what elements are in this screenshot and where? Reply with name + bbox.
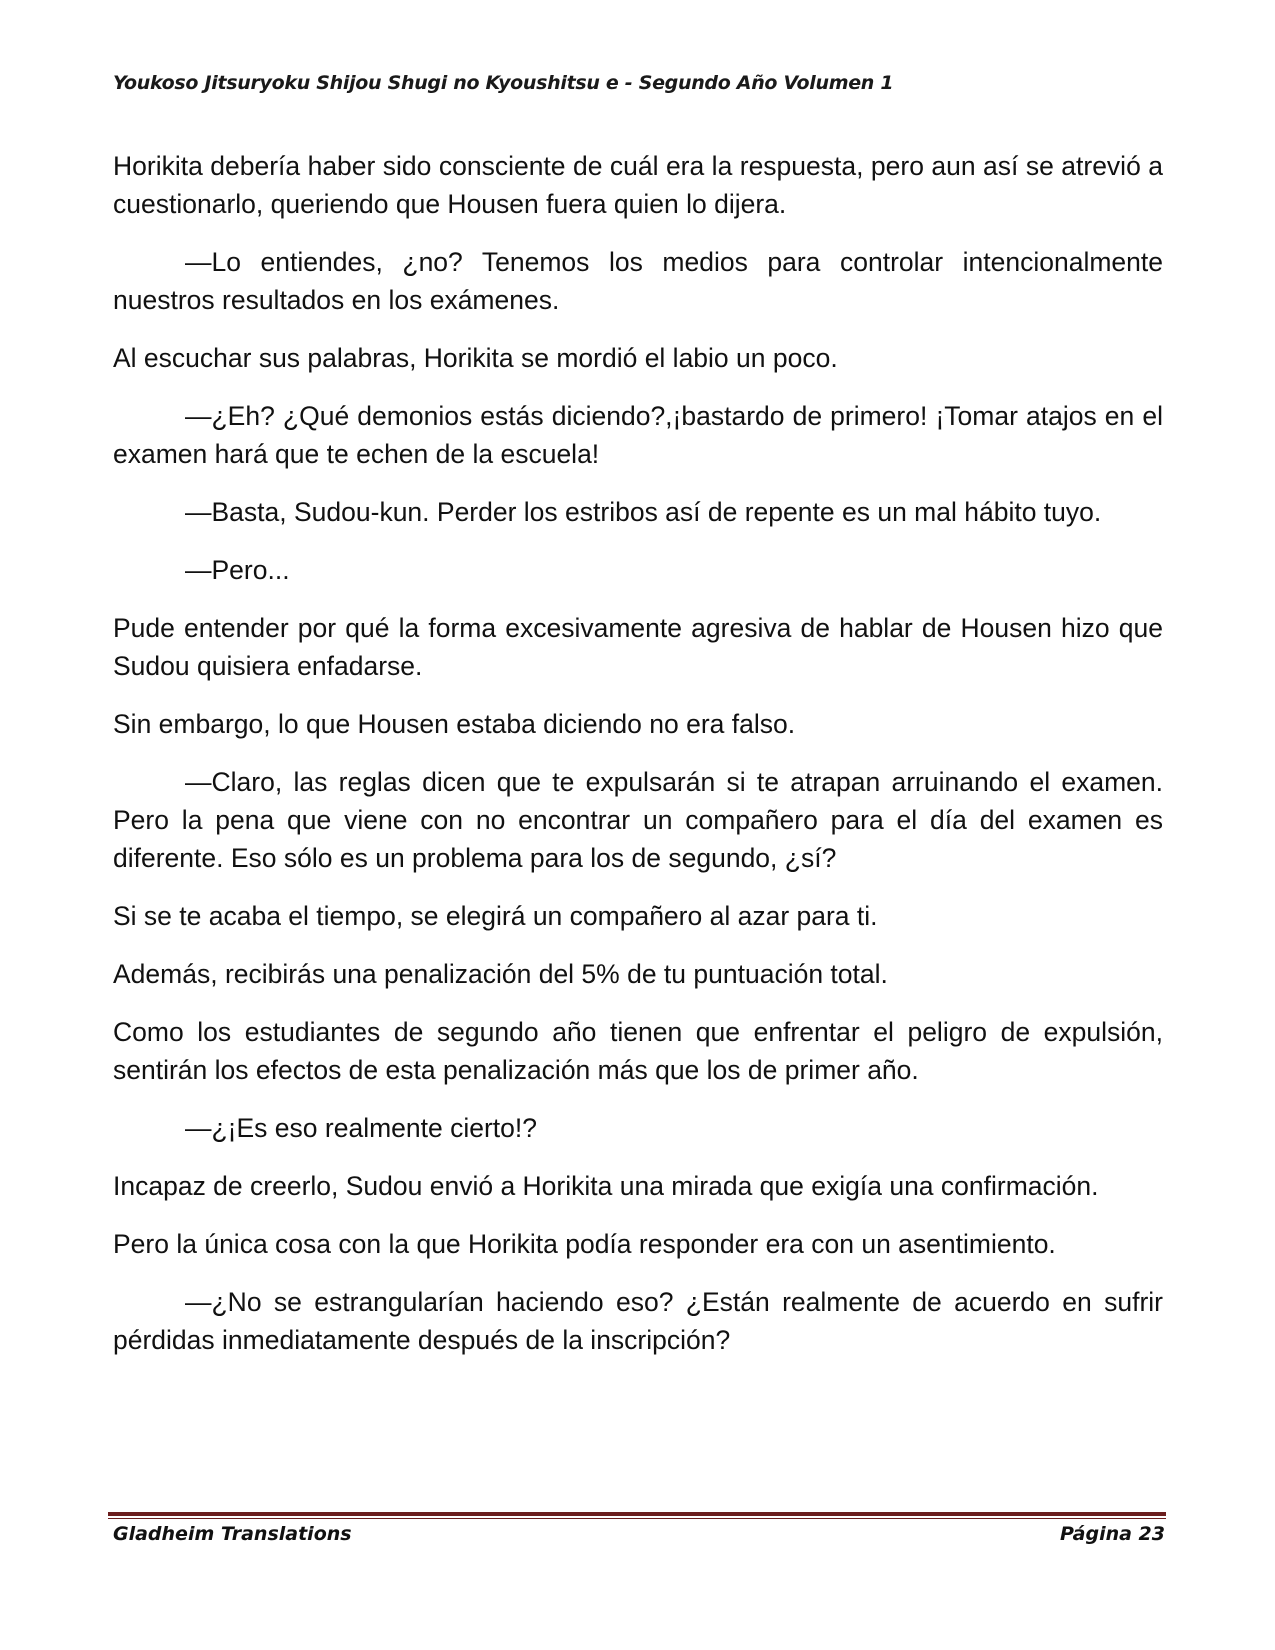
footer-translator: Gladheim Translations	[113, 1523, 352, 1545]
paragraph: Al escuchar sus palabras, Horikita se mordió el labio un poco.	[113, 343, 838, 373]
dialogue-paragraph: —Lo entiendes, ¿no? Tenemos los medios para controlar intencionalmente nuestros resultados en los exámenes.	[113, 247, 1163, 315]
dialogue-paragraph: —¿Eh? ¿Qué demonios estás diciendo?,¡bastardo de primero! ¡Tomar atajos en el examen hará que te echen de la escuela!	[113, 401, 1163, 469]
body-text	[113, 147, 1163, 1379]
dialogue-paragraph: —Claro, las reglas dicen que te expulsarán si te atrapan arruinando el examen. Pero la pena que viene con no encontrar un compañero para el día del examen es diferente. Eso sólo es un problema para los de segundo, ¿sí?	[113, 767, 1163, 873]
page-header-title: Youkoso Jitsuryoku Shijou Shugi no Kyoushitsu e - Segundo Año Volumen 1	[113, 72, 894, 94]
paragraph: Incapaz de creerlo, Sudou envió a Horikita una mirada que exigía una confirmación.	[113, 1171, 1099, 1201]
paragraph: Si se te acaba el tiempo, se elegirá un compañero al azar para ti.	[113, 901, 878, 931]
paragraph: Pude entender por qué la forma excesivamente agresiva de hablar de Housen hizo que Sudou quisiera enfadarse.	[113, 613, 1163, 681]
paragraph: Horikita debería haber sido consciente de cuál era la respuesta, pero aun así se atrevió a cuestionarlo, queriendo que Housen fuera quien lo dijera.	[113, 151, 1163, 219]
paragraph: Pero la única cosa con la que Horikita podía responder era con un asentimiento.	[113, 1229, 1056, 1259]
dialogue-paragraph: —Pero...	[185, 555, 290, 585]
paragraph: Como los estudiantes de segundo año tienen que enfrentar el peligro de expulsión, sentirán los efectos de esta penalización más que los de primer año.	[113, 1017, 1163, 1085]
footer-divider	[108, 1512, 1166, 1516]
dialogue-paragraph: —Basta, Sudou-kun. Perder los estribos así de repente es un mal hábito tuyo.	[185, 497, 1102, 527]
paragraph: Además, recibirás una penalización del 5% de tu puntuación total.	[113, 959, 888, 989]
dialogue-paragraph: —¿¡Es eso realmente cierto!?	[185, 1113, 537, 1143]
footer-page-number: Página 23	[1059, 1523, 1165, 1545]
footer-divider-thin	[108, 1518, 1166, 1519]
dialogue-paragraph: —¿No se estrangularían haciendo eso? ¿Están realmente de acuerdo en sufrir pérdidas inmediatamente después de la inscripción?	[113, 1287, 1163, 1355]
paragraph: Sin embargo, lo que Housen estaba diciendo no era falso.	[113, 709, 796, 739]
